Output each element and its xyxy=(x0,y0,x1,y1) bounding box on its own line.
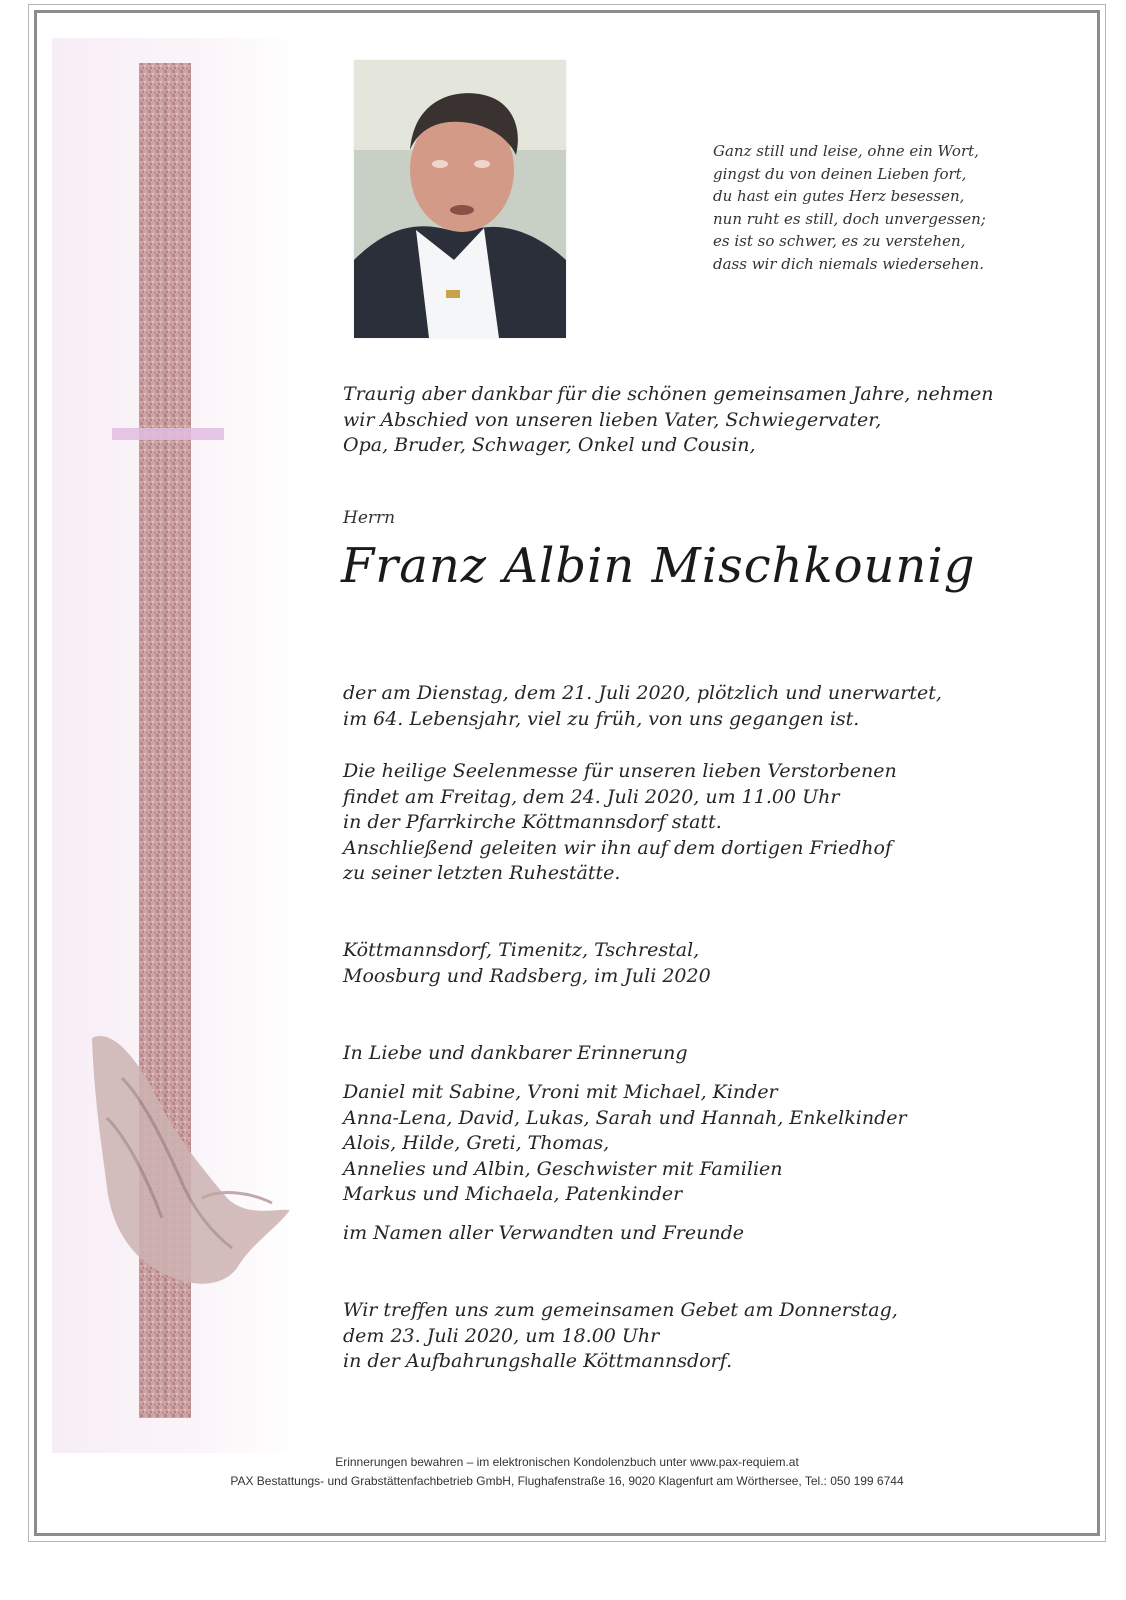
footer-condolence-line: Erinnerungen bewahren – im elektronischen Kondolenzbuch unter www.pax-requiem.at xyxy=(335,1455,799,1469)
intro-text: Traurig aber dankbar für die schönen gemeinsamen Jahre, nehmen wir Abschied von unseren lieben Vater, Schwiegervater, Opa, Bruder, Schwager, Onkel und Cousin, xyxy=(343,383,994,456)
portrait-photo xyxy=(354,60,566,338)
relatives-line: im Namen aller Verwandten und Freunde xyxy=(343,1222,744,1244)
mourners-list: Daniel mit Sabine, Vroni mit Michael, Kinder Anna-Lena, David, Lukas, Sarah und Hannah, Enkelkinder Alois, Hilde, Greti, Thomas, Annelies und Albin, Geschwister mit Familien Markus und Michaela, Patenkinder xyxy=(343,1081,907,1205)
prayer-notice: Wir treffen uns zum gemeinsamen Gebet am Donnerstag, dem 23. Juli 2020, um 18.00 Uhr in der Aufbahrungshalle Köttmannsdorf. xyxy=(343,1299,898,1372)
footer xyxy=(34,1453,1100,1491)
cross-with-praying-hands-illustration xyxy=(52,38,298,1453)
salutation: Herrn xyxy=(343,508,396,528)
deceased-name: Franz Albin Mischkounig xyxy=(341,538,976,594)
remembrance-line: In Liebe und dankbarer Erinnerung xyxy=(343,1042,688,1064)
memorial-poem: Ganz still und leise, ohne ein Wort, gingst du von deinen Lieben fort, du hast ein gutes Herz besessen, nun ruht es still, doch unvergessen; es ist so schwer, es zu verstehen, dass wir dich niemals wiedersehen. xyxy=(713,142,986,273)
death-notice: der am Dienstag, dem 21. Juli 2020, plötzlich und unerwartet, im 64. Lebensjahr, viel zu früh, von uns gegangen ist. xyxy=(343,682,942,730)
place-date: Köttmannsdorf, Timenitz, Tschrestal, Moosburg und Radsberg, im Juli 2020 xyxy=(343,939,711,987)
mass-notice: Die heilige Seelenmesse für unseren lieben Verstorbenen findet am Freitag, dem 24. Juli 2020, um 11.00 Uhr in der Pfarrkirche Köttmannsdorf statt. Anschließend geleiten wir ihn auf dem dortigen Friedhof zu seiner letzten Ruhestätte. xyxy=(343,760,897,884)
footer-company-line: PAX Bestattungs- und Grabstättenfachbetrieb GmbH, Flughafenstraße 16, 9020 Klagenfurt am Wörthersee, Tel.: 050 199 6744 xyxy=(230,1474,904,1488)
cross-bar xyxy=(112,428,224,440)
